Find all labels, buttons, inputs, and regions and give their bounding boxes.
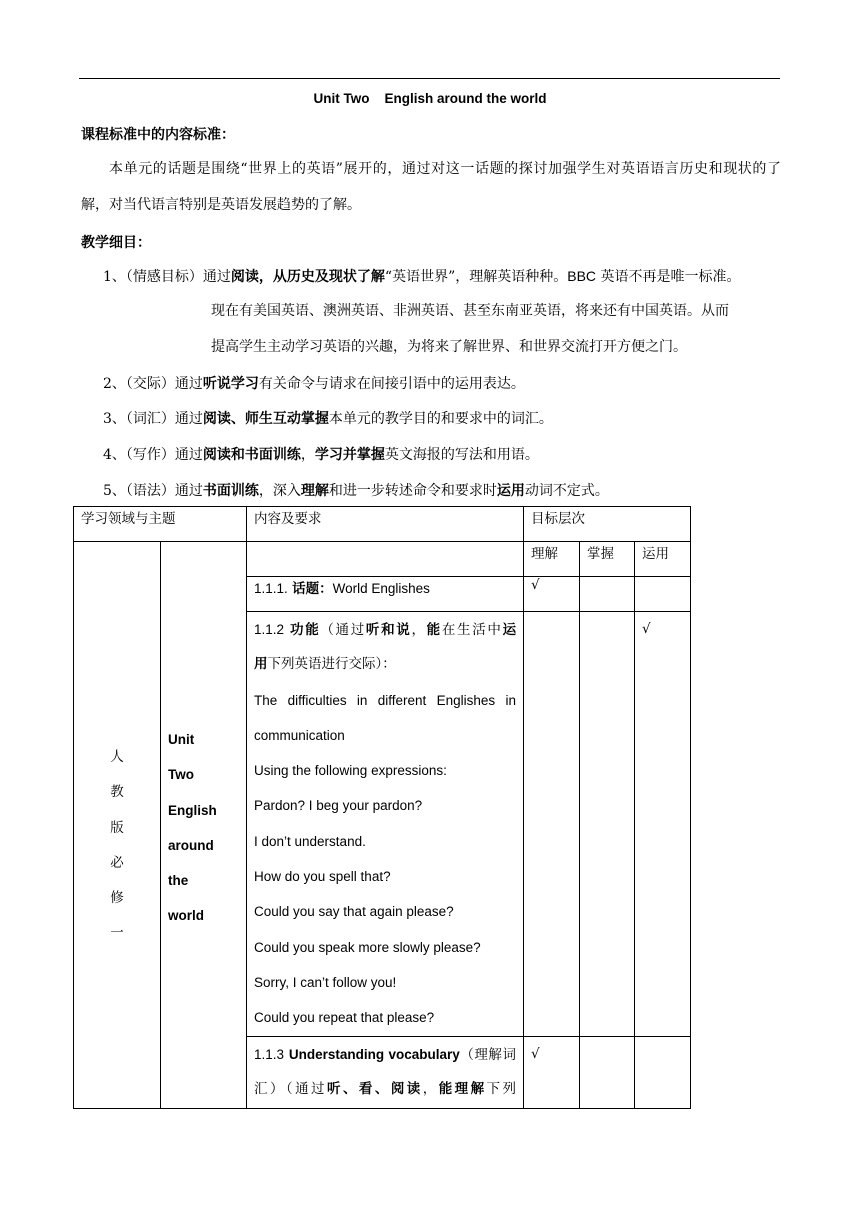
header-content: 内容及要求 (247, 507, 524, 542)
header-domain: 学习领域与主题 (74, 507, 247, 542)
list-item: 2、（交际）通过听说学习有关命令与请求在间接引语中的运用表达。 (103, 376, 525, 392)
empty-cell (247, 542, 524, 577)
list-item: 5、（语法）通过书面训练，深入理解和进一步转述命令和要求时运用动词不定式。 (103, 483, 609, 499)
list-item: 1、（情感目标）通过阅读，从历史及现状了解“英语世界”，理解英语种种。BBC 英语不再是唯一标准。 (103, 268, 741, 285)
check-mark: √ (524, 577, 580, 612)
empty-cell (524, 612, 580, 1037)
empty-cell (580, 577, 635, 612)
unit-label: Unit Two English around the world (161, 542, 247, 1109)
vocabulary-cell: 1.1.3 Understanding vocabulary（理解词 汇）（通过听、看、阅读，能理解下列 (247, 1036, 524, 1108)
subheader-apply: 运用 (635, 542, 691, 577)
section-heading-details: 教学细目： (81, 235, 151, 251)
textbook-label: 人 教 版 必 修 一 (74, 542, 161, 1109)
empty-cell (580, 612, 635, 1037)
topic-cell: 1.1.1. 话题：World Englishes (247, 577, 524, 612)
check-mark: √ (635, 612, 691, 1037)
page-title: Unit Two English around the world (313, 91, 547, 106)
subheader-understand: 理解 (524, 542, 580, 577)
section-heading-standards: 课程标准中的内容标准： (81, 127, 235, 143)
list-item-continuation: 现在有美国英语、澳洲英语、非洲英语、甚至东南亚英语，将来还有中国英语。从而 提高学生主动学习英语的兴趣，为将来了解世界、和世界交流打开方便之门。 (211, 303, 729, 355)
header-rule (79, 78, 780, 79)
list-item: 3、（词汇）通过阅读、师生互动掌握本单元的教学目的和要求中的词汇。 (103, 411, 553, 427)
curriculum-table (73, 506, 691, 1109)
list-item: 4、（写作）通过阅读和书面训练，学习并掌握英文海报的写法和用语。 (103, 447, 539, 463)
empty-cell (635, 577, 691, 612)
empty-cell (580, 1036, 635, 1108)
standards-paragraph: 本单元的话题是围绕“世界上的英语”展开的，通过对这一话题的探讨加强学生对英语语言历史和现状的了解，对当代语言特别是英语发展趋势的了解。 (81, 161, 781, 213)
header-level: 目标层次 (524, 507, 691, 542)
empty-cell (635, 1036, 691, 1108)
function-cell: 1.1.2 功能（通过听和说，能在生活中运 用下列英语进行交际）： The difficulties in different Englishes in communication Using the following expressions: Pardon? I beg your pardon? I don’t understand. How do you spell that? Could you say that again please? Could you speak more slowly please? Sorry, I can’t follow you! Could you repeat that please? (247, 612, 524, 1037)
check-mark: √ (524, 1036, 580, 1108)
subheader-master: 掌握 (580, 542, 635, 577)
